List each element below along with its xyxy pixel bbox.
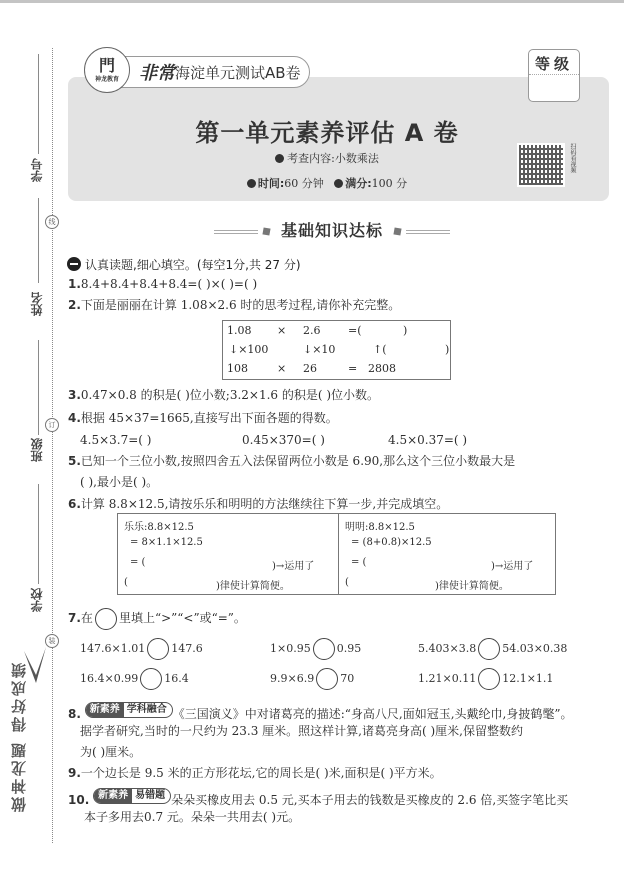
question-text[interactable]: 8.4+8.4+8.4+8.4=( )×( )=( ) [80,277,258,291]
logo-text: 神龙教育 [94,75,119,83]
compare-left: 1.21×0.11 [418,672,477,685]
compare-circle[interactable] [316,668,338,690]
compare-left: 1×0.95 [270,642,311,655]
divider [214,230,258,234]
top-edge [0,0,624,3]
question-text: 朵朵买橡皮用去 0.5 元,买本子用去的钱数是买橡皮的 2.6 倍,买签字笔比买 [171,793,569,807]
question-text[interactable]: 一个边长是 9.5 米的正方形花坛,它的周长是( )米,面积是( )平方米。 [80,766,442,780]
section-title: 基础知识达标 [280,221,383,240]
part-one-badge-icon [67,257,81,271]
qr-code[interactable] [517,143,565,187]
question-text[interactable]: 0.47×0.8 的积是( )位小数;3.2×1.6 的积是( )位小数。 [80,388,380,402]
time-value: 60 分钟 [284,177,324,190]
question-number: 4. [68,411,81,425]
question-number: 8. [68,707,81,721]
scope-value: 小数乘法 [334,152,379,165]
question-2 [68,297,400,313]
decor-square-icon [262,227,270,235]
compare-item [270,638,361,660]
question-5 [68,453,515,469]
compare-right: 16.4 [164,672,189,685]
answer-blank[interactable]: ) [445,343,450,356]
question-number: 1. [68,277,81,291]
question-text: 下面是丽丽在计算 1.08×2.6 时的思考过程,请你补充完整。 [80,298,401,312]
qr-icon [519,145,563,185]
grade-label: 等级 [529,50,579,75]
circle-blank-icon [95,608,117,630]
answer-blank[interactable]: = ( [130,557,146,568]
calc-box [222,320,451,380]
question-text: 根据 45×37=1665,直接写出下面各题的得数。 [80,411,338,425]
compare-item [270,668,354,690]
class-line[interactable] [38,340,39,435]
cut-line [52,48,53,843]
method-line: )律使计算简便。 [435,581,509,592]
compare-circle[interactable] [478,638,500,660]
section-banner [0,218,624,241]
question-number: 9. [68,766,81,780]
clock-icon [247,179,256,188]
box-cell: ↓×100 [229,343,269,356]
compare-left: 147.6×1.01 [80,642,146,655]
question-number: 3. [68,388,81,402]
box-cell: = [348,362,358,375]
compare-left: 9.9×6.9 [270,672,315,685]
box-cell: 108 [227,362,248,375]
score-label: 满分: [345,177,372,190]
question-9 [68,765,442,781]
mingming-method [338,514,557,594]
compare-circle[interactable] [478,668,500,690]
question-tag [85,702,173,718]
method-line: )律使计算简便。 [216,581,290,592]
lele-method [118,514,338,594]
q8-line3[interactable]: 为( )厘米。 [80,745,142,759]
seal-xian: 线 [45,215,59,229]
question-number: 5. [68,454,81,468]
question-text: 在 [80,611,93,625]
compare-right: 12.1×1.1 [502,672,554,685]
method-line: = (8+0.8)×12.5 [351,537,432,548]
qr-label: 扫码看视频 [569,143,576,173]
school-label: 学校 [30,588,44,612]
question-6 [68,496,448,512]
methods-box [117,513,556,595]
method-line: 乐乐:8.8×12.5 [124,522,194,533]
compare-right: 0.95 [336,642,362,655]
compare-item [80,638,203,660]
tag-interdisciplinary: 学科融合 [126,704,167,715]
question-10 [68,788,568,808]
question-text: 计算 8.8×12.5,请按乐乐和明明的方法继续往下算一步,并完成填空。 [80,497,449,511]
question-tag [93,788,171,804]
question-text: 里填上“>”“<”或“=”。 [118,611,246,625]
compare-item [80,668,189,690]
box-cell: × [277,324,287,337]
box-cell: 1.08 [227,324,252,337]
compare-item [418,668,553,690]
school-line[interactable] [38,484,39,584]
question-3 [68,387,379,403]
compare-right: 147.6 [171,642,203,655]
question-text: 《三国演义》中对诸葛亮的描述:“身高八尺,面如冠玉,头戴纶巾,身披鹤氅”。 [172,707,573,721]
compare-circle[interactable] [147,638,169,660]
box-cell: × [277,362,287,375]
question-number: 6. [68,497,81,511]
box-cell: ↑( [373,343,387,356]
slogan: 做神龙题 得好成绩 [10,660,28,813]
method-line: 明明:8.8×12.5 [345,522,415,533]
question-8 [68,702,573,722]
page-title: 第一单元素养评估 A 卷 [195,119,459,147]
part-heading-text: 认真读题,细心填空。(每空1分,共 27 分) [85,258,301,272]
compare-circle[interactable] [313,638,335,660]
grade-box[interactable] [528,49,580,102]
decor-square-icon [394,227,402,235]
box-cell: ↓×10 [303,343,336,356]
q8-line2[interactable]: 据学者研究,当时的一尺约为 23.3 厘米。照这样计算,诸葛亮身高( )厘米,保留整数约 [80,724,523,738]
answer-blank[interactable]: ) [403,324,408,337]
q5-line2[interactable]: ( ),最小是( )。 [80,475,159,489]
tag-new-literacy: 新素养 [86,703,124,717]
part-heading [67,256,301,273]
question-4 [68,410,338,426]
tag-error-prone: 易错题 [135,790,166,801]
q4-item-2[interactable]: 0.45×370=( ) [242,433,325,447]
search-icon [275,154,284,163]
compare-left: 16.4×0.99 [80,672,139,685]
question-number: 10. [68,793,90,807]
class-label: 班级 [30,438,44,462]
brand-name: 海淀单元测试AB卷 [175,64,301,82]
compare-item [418,638,567,660]
name-label: 姓名 [30,292,44,316]
question-number: 2. [68,298,81,312]
q10-line2[interactable]: 本子多用去0.7 元。朵朵一共用去( )元。 [84,810,301,824]
method-line: )→运用了 [272,561,315,572]
q4-item-3[interactable]: 4.5×0.37=( ) [388,433,468,447]
gate-icon: 門 [98,55,115,75]
question-7 [68,606,246,630]
answer-blank[interactable]: ( [345,577,349,588]
box-cell: 2.6 [303,324,321,337]
box-cell: 2808 [368,362,396,375]
divider [406,230,450,234]
answer-blank[interactable]: ( [124,577,128,588]
check-circle-icon [334,179,343,188]
compare-right: 54.03×0.38 [502,642,568,655]
compare-circle[interactable] [140,668,162,690]
compare-left: 5.403×3.8 [418,642,477,655]
scope-label: 考查内容: [287,152,335,165]
q4-item-1[interactable]: 4.5×3.7=( ) [80,433,152,447]
box-cell: =( [348,324,362,337]
brand-logo [84,47,130,93]
question-number: 7. [68,611,81,625]
time-label: 时间: [257,177,285,190]
score-value: 100 分 [371,177,408,190]
box-cell: 26 [303,362,317,375]
student-id-label: 学号 [30,158,44,182]
compare-right: 70 [340,672,355,685]
question-text: 已知一个三位小数,按照四舍五入法保留两位小数是 6.90,那么这个三位小数最大是 [80,454,516,468]
method-line: )→运用了 [491,561,534,572]
tag-new-literacy: 新素养 [94,789,132,803]
method-line: = 8×1.1×12.5 [130,537,203,548]
brand-script: 非常 [139,63,175,84]
question-1 [68,276,257,292]
seal-ding: 订 [45,418,59,432]
seal-zhuang: 装 [45,634,59,648]
answer-blank[interactable]: = ( [351,557,367,568]
